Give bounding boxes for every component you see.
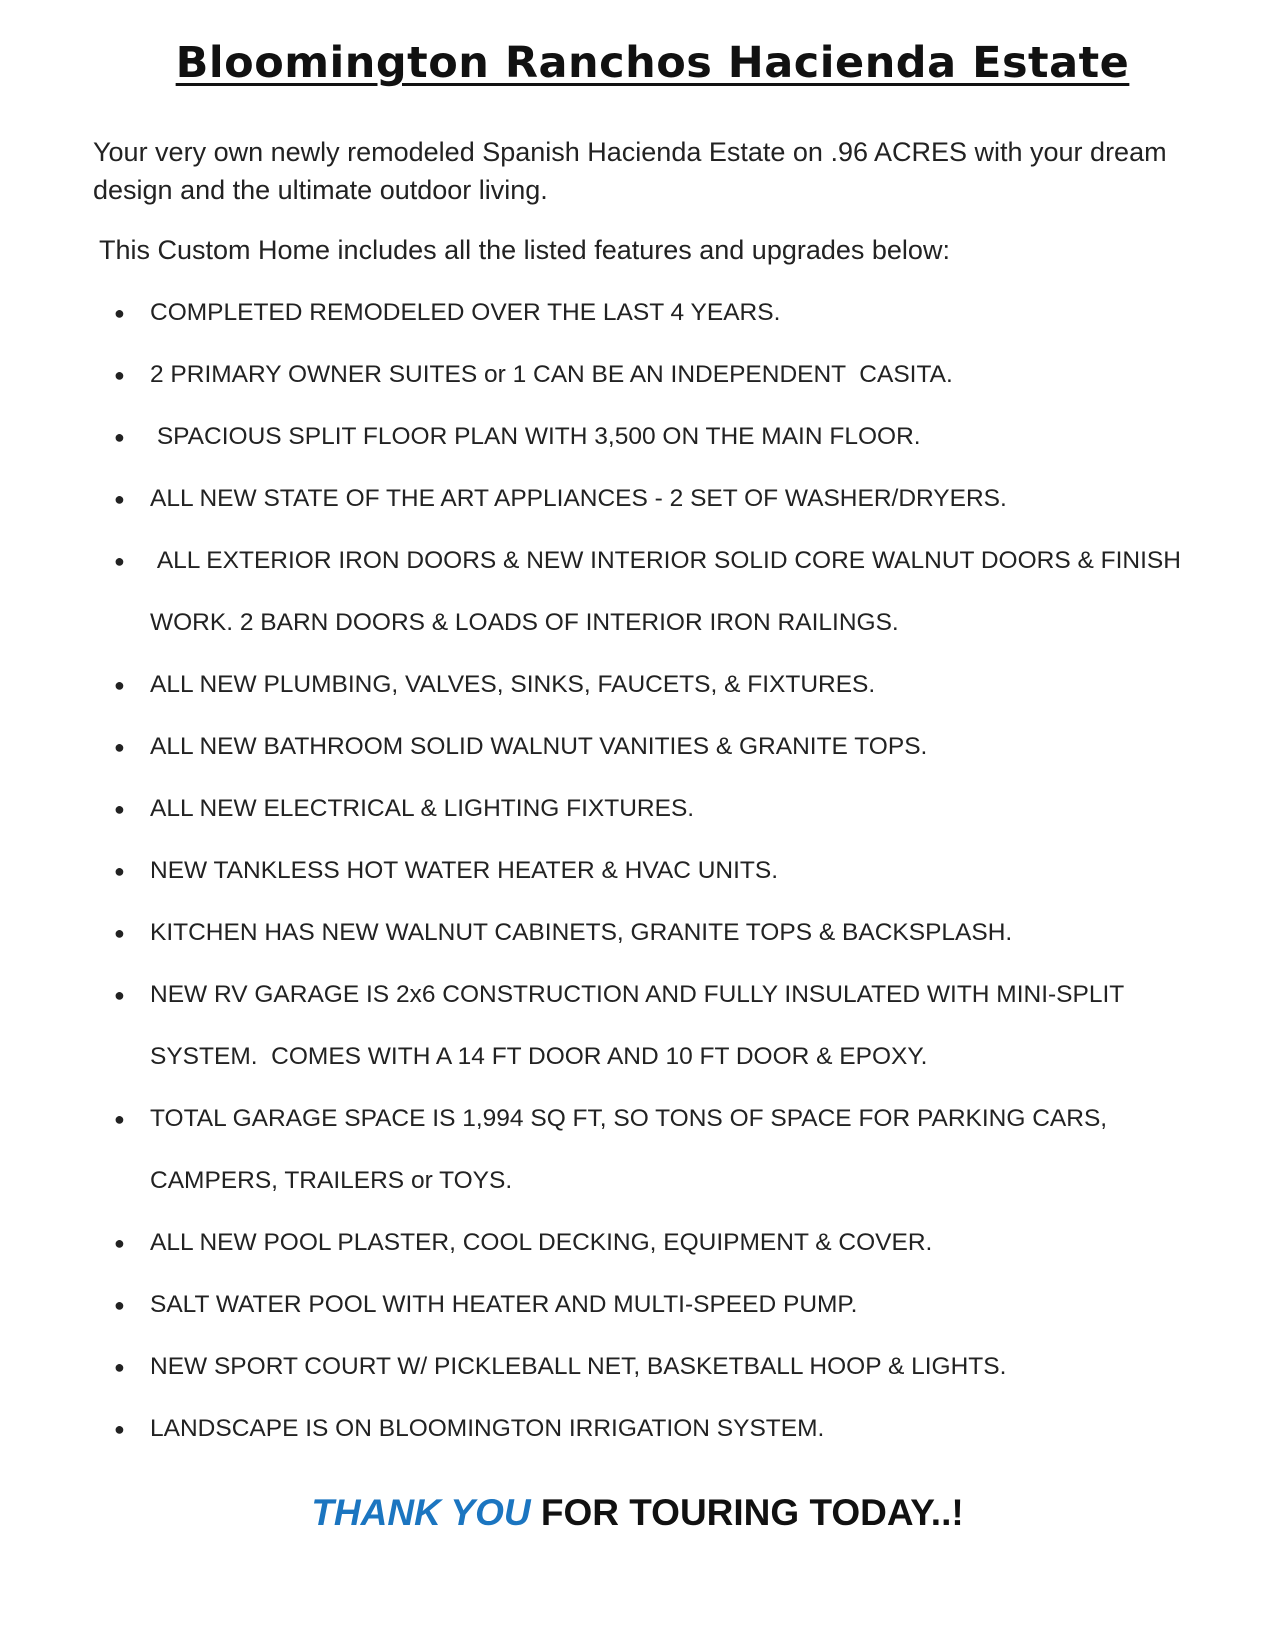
list-item [108, 964, 1218, 1088]
feature-text: TOTAL GARAGE SPACE IS 1,994 SQ FT, SO TONS OF SPACE FOR PARKING CARS, CAMPERS, TRAILERS or TOYS. [150, 1105, 1114, 1194]
bullet-icon: ● [114, 551, 125, 571]
list-item [108, 468, 1218, 530]
touring-today-text: FOR TOURING TODAY..! [530, 1492, 964, 1533]
bullet-icon: ● [114, 1295, 125, 1315]
bullet-icon: ● [114, 861, 125, 881]
bullet-icon: ● [114, 365, 125, 385]
features-list [108, 282, 1218, 1460]
list-item [108, 902, 1218, 964]
list-item [108, 1088, 1218, 1212]
bullet-icon: ● [114, 1109, 125, 1129]
bullet-icon: ● [114, 799, 125, 819]
feature-text: COMPLETED REMODELED OVER THE LAST 4 YEARS. [150, 299, 781, 326]
bullet-icon: ● [114, 737, 125, 757]
list-item [108, 716, 1218, 778]
feature-text: LANDSCAPE IS ON BLOOMINGTON IRRIGATION SYSTEM. [150, 1415, 825, 1442]
list-item [108, 406, 1218, 468]
list-item [108, 654, 1218, 716]
feature-text: ALL EXTERIOR IRON DOORS & NEW INTERIOR SOLID CORE WALNUT DOORS & FINISH WORK. 2 BARN DOORS & LOADS OF INTERIOR IRON RAILINGS. [150, 547, 1188, 636]
bullet-icon: ● [114, 303, 125, 323]
feature-text: ALL NEW STATE OF THE ART APPLIANCES - 2 SET OF WASHER/DRYERS. [150, 485, 1007, 512]
bullet-icon: ● [114, 675, 125, 695]
thank-you-text: THANK YOU [311, 1492, 531, 1533]
list-item [108, 282, 1218, 344]
closing-message [0, 1492, 1275, 1534]
feature-text: ALL NEW BATHROOM SOLID WALNUT VANITIES & GRANITE TOPS. [150, 733, 928, 760]
feature-text: NEW TANKLESS HOT WATER HEATER & HVAC UNITS. [150, 857, 779, 884]
list-item [108, 840, 1218, 902]
feature-text: KITCHEN HAS NEW WALNUT CABINETS, GRANITE TOPS & BACKSPLASH. [150, 919, 1013, 946]
feature-text: 2 PRIMARY OWNER SUITES or 1 CAN BE AN INDEPENDENT CASITA. [150, 361, 953, 388]
list-item [108, 1336, 1218, 1398]
bullet-icon: ● [114, 1419, 125, 1439]
bullet-icon: ● [114, 985, 125, 1005]
intro-paragraph: Your very own newly remodeled Spanish Hacienda Estate on .96 ACRES with your dream design and the ultimate outdoor living. [93, 137, 1167, 205]
feature-text: ALL NEW POOL PLASTER, COOL DECKING, EQUIPMENT & COVER. [150, 1229, 933, 1256]
feature-text: ALL NEW PLUMBING, VALVES, SINKS, FAUCETS, & FIXTURES. [150, 671, 876, 698]
feature-text: ALL NEW ELECTRICAL & LIGHTING FIXTURES. [150, 795, 695, 822]
list-item [108, 778, 1218, 840]
list-item [108, 1212, 1218, 1274]
bullet-icon: ● [114, 1233, 125, 1253]
feature-text: SPACIOUS SPLIT FLOOR PLAN WITH 3,500 ON THE MAIN FLOOR. [150, 423, 921, 450]
list-item [108, 1398, 1218, 1460]
bullet-icon: ● [114, 923, 125, 943]
feature-text: SALT WATER POOL WITH HEATER AND MULTI-SPEED PUMP. [150, 1291, 858, 1318]
bullet-icon: ● [114, 489, 125, 509]
page-title-text: Bloomington Ranchos Hacienda Estate [175, 38, 1130, 88]
page-title [0, 38, 1275, 88]
features-lead-text: This Custom Home includes all the listed features and upgrades below: [99, 235, 950, 265]
list-item [108, 1274, 1218, 1336]
bullet-icon: ● [114, 1357, 125, 1377]
feature-text: NEW RV GARAGE IS 2x6 CONSTRUCTION AND FULLY INSULATED WITH MINI-SPLIT SYSTEM. COMES WITH A 14 FT DOOR AND 10 FT DOOR & EPOXY. [150, 981, 1131, 1070]
bullet-icon: ● [114, 427, 125, 447]
list-item [108, 530, 1218, 654]
feature-text: NEW SPORT COURT W/ PICKLEBALL NET, BASKETBALL HOOP & LIGHTS. [150, 1353, 1007, 1380]
list-item [108, 344, 1218, 406]
